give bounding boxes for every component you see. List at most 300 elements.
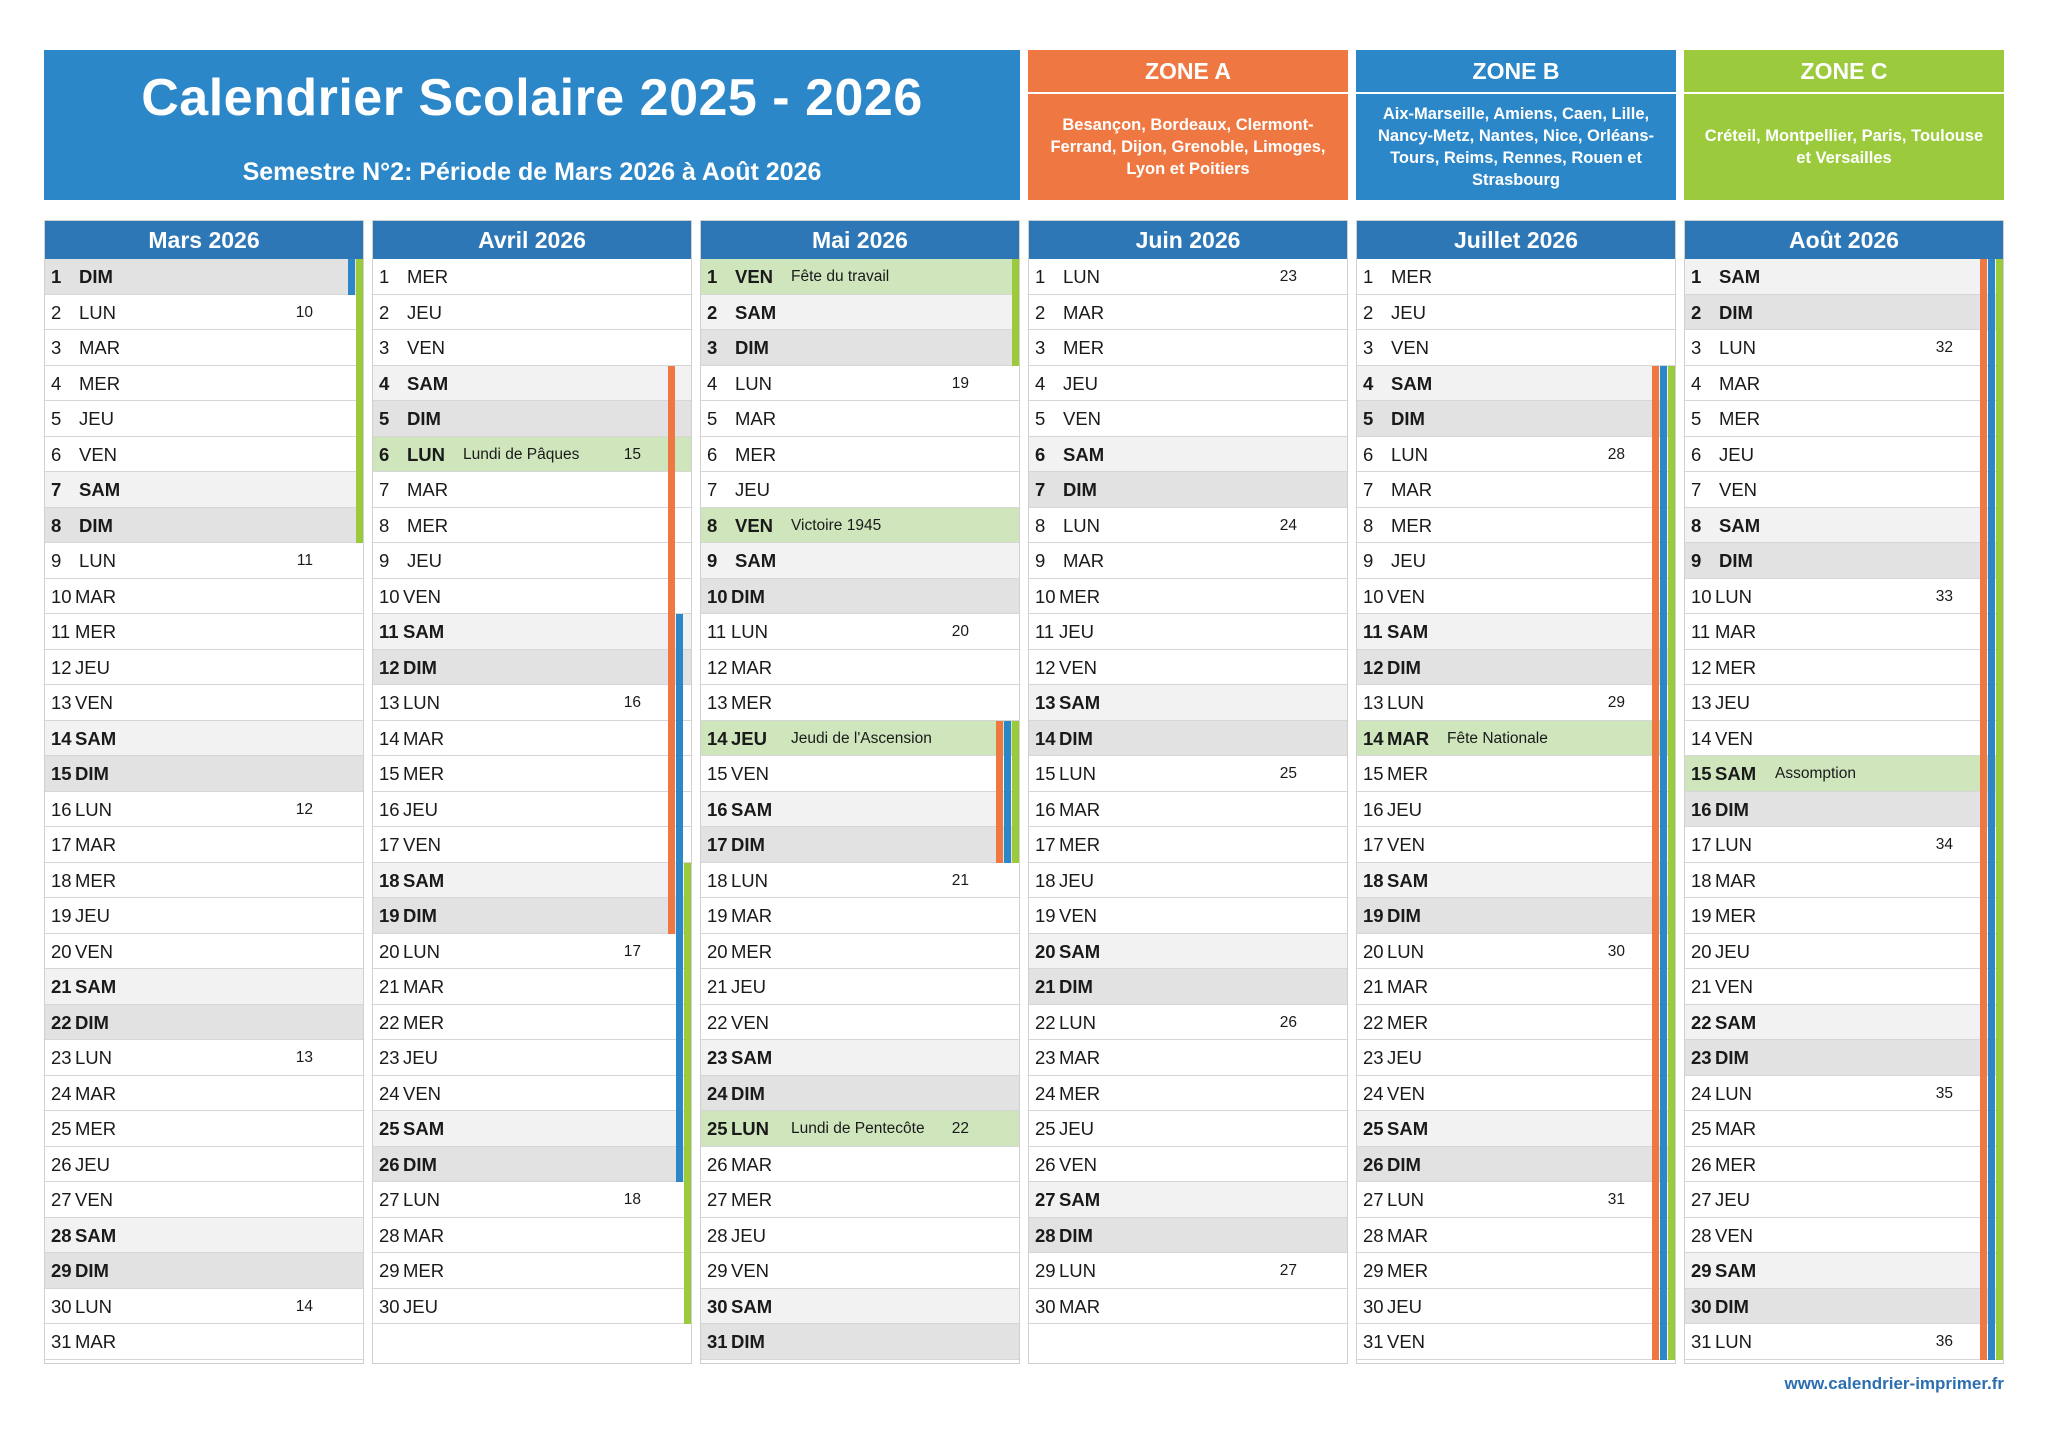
- vacation-zone-a-bar: [1980, 1147, 1987, 1183]
- day-number: 26: [707, 1153, 728, 1175]
- day-weekday: DIM: [407, 408, 441, 429]
- day-row: [701, 1076, 1019, 1112]
- day-row: [1685, 1076, 2003, 1112]
- day-number: 8: [1035, 514, 1046, 536]
- day-number: 5: [1691, 408, 1702, 429]
- day-weekday: MER: [1059, 585, 1101, 607]
- vacation-zone-b-bar: [1988, 827, 1995, 863]
- vacation-zone-b-bar: [1660, 969, 1667, 1005]
- day-number: 10: [51, 585, 72, 607]
- day-row: [701, 295, 1019, 331]
- day-row: [701, 1040, 1019, 1076]
- vacation-zone-b-bar: [1988, 1289, 1995, 1325]
- vacation-zone-c-bar: [1668, 614, 1675, 650]
- day-row: [373, 330, 691, 366]
- vacation-zone-a-bar: [1980, 401, 1987, 437]
- vacation-zone-c-bar: [684, 1076, 691, 1112]
- day-row: [373, 543, 691, 579]
- day-number: 28: [1363, 1224, 1384, 1246]
- day-weekday: MAR: [407, 479, 449, 500]
- vacation-zone-a-bar: [1652, 1005, 1659, 1041]
- day-number: 18: [379, 869, 400, 891]
- vacation-zone-c-bar: [1668, 685, 1675, 721]
- vacation-zone-b-bar: [1660, 1076, 1667, 1112]
- day-number: 26: [1691, 1153, 1712, 1175]
- day-weekday: JEU: [75, 1153, 110, 1175]
- vacation-zone-b-bar: [1660, 366, 1667, 402]
- vacation-zone-a-bar: [1652, 1324, 1659, 1360]
- day-weekday: SAM: [403, 621, 445, 642]
- day-row: [1357, 1218, 1675, 1254]
- day-number: 31: [1363, 1331, 1384, 1352]
- vacation-zone-a-bar: [1652, 969, 1659, 1005]
- day-weekday: JEU: [1387, 798, 1422, 820]
- day-number: 19: [1691, 905, 1712, 926]
- vacation-zone-c-bar: [356, 472, 363, 508]
- vacation-zone-c-bar: [1668, 863, 1675, 899]
- day-row: [1029, 437, 1347, 473]
- day-number: 14: [1035, 727, 1056, 749]
- day-number: 22: [51, 1011, 72, 1033]
- month-title: Août 2026: [1685, 221, 2003, 259]
- day-weekday: MAR: [1715, 869, 1757, 891]
- day-number: 9: [1035, 550, 1046, 571]
- day-weekday: DIM: [75, 1260, 109, 1281]
- vacation-zone-c-bar: [1996, 934, 2003, 970]
- vacation-zone-c-bar: [1996, 863, 2003, 899]
- day-number: 30: [1363, 1295, 1384, 1317]
- vacation-zone-b-bar: [1660, 1289, 1667, 1325]
- day-number: 17: [1035, 834, 1056, 855]
- vacation-zone-a-bar: [668, 756, 675, 792]
- day-number: 13: [707, 692, 728, 713]
- vacation-zone-b-bar: [1988, 898, 1995, 934]
- month-column: [1028, 220, 1348, 1364]
- day-weekday: LUN: [731, 621, 769, 642]
- vacation-zone-c-bar: [1996, 472, 2003, 508]
- vacation-zone-c-bar: [1012, 721, 1019, 757]
- day-row: [373, 366, 691, 402]
- day-number: 25: [51, 1118, 72, 1139]
- vacation-zone-a-bar: [1980, 827, 1987, 863]
- vacation-zone-c-bar: [1668, 898, 1675, 934]
- vacation-zone-b-bar: [1988, 437, 1995, 473]
- day-weekday: MER: [731, 692, 773, 713]
- day-weekday: SAM: [75, 976, 117, 997]
- day-row: [45, 934, 363, 970]
- day-row: [45, 1182, 363, 1218]
- day-weekday: SAM: [75, 727, 117, 749]
- vacation-zone-c-bar: [1668, 1076, 1675, 1112]
- week-number: 34: [1935, 836, 1953, 853]
- day-weekday: DIM: [1059, 976, 1093, 997]
- day-row: [1685, 827, 2003, 863]
- vacation-zone-a-bar: [1652, 756, 1659, 792]
- footer-url[interactable]: www.calendrier-imprimer.fr: [1784, 1374, 2004, 1393]
- day-weekday: LUN: [79, 550, 117, 571]
- vacation-zone-b-bar: [1988, 579, 1995, 615]
- vacation-zone-c-bar: [1012, 259, 1019, 295]
- day-number: 5: [1363, 408, 1374, 429]
- day-weekday: SAM: [731, 1047, 773, 1068]
- vacation-zone-b-bar: [676, 1005, 683, 1041]
- day-weekday: MAR: [1387, 1224, 1429, 1246]
- day-weekday: SAM: [1063, 443, 1105, 465]
- vacation-zone-c-bar: [684, 1218, 691, 1254]
- day-weekday: DIM: [1719, 301, 1753, 323]
- vacation-zone-b-bar: [1988, 401, 1995, 437]
- vacation-zone-b-bar: [1988, 508, 1995, 544]
- day-row: [1685, 1218, 2003, 1254]
- day-number: 29: [1691, 1260, 1712, 1281]
- day-weekday: MAR: [75, 1331, 117, 1352]
- day-number: 19: [1035, 905, 1056, 926]
- holiday-label: Lundi de Pâques: [463, 445, 580, 463]
- vacation-zone-a-bar: [996, 827, 1003, 863]
- vacation-zone-b-bar: [1660, 508, 1667, 544]
- day-weekday: MER: [731, 1189, 773, 1210]
- day-number: 24: [1691, 1082, 1712, 1104]
- day-number: 18: [51, 869, 72, 891]
- day-row: [373, 614, 691, 650]
- vacation-zone-b-bar: [1988, 1324, 1995, 1360]
- day-number: 17: [379, 834, 400, 855]
- vacation-zone-c-bar: [1668, 650, 1675, 686]
- vacation-zone-a-bar: [1652, 1253, 1659, 1289]
- day-row: [1029, 579, 1347, 615]
- day-row: [373, 1289, 691, 1325]
- day-number: 6: [379, 443, 390, 465]
- vacation-zone-c-bar: [1668, 1040, 1675, 1076]
- day-row: [45, 1289, 363, 1325]
- day-weekday: MER: [407, 514, 449, 536]
- day-weekday: LUN: [1715, 585, 1753, 607]
- day-weekday: LUN: [1715, 1082, 1753, 1104]
- vacation-zone-b-bar: [1988, 1253, 1995, 1289]
- vacation-zone-c-bar: [1996, 508, 2003, 544]
- day-number: 27: [51, 1189, 72, 1210]
- day-number: 19: [707, 905, 728, 926]
- holiday-label: Fête du travail: [791, 268, 890, 285]
- day-weekday: SAM: [75, 1224, 117, 1246]
- vacation-zone-b-bar: [676, 969, 683, 1005]
- day-row: [45, 898, 363, 934]
- day-row: [1357, 508, 1675, 544]
- day-number: 21: [1691, 976, 1712, 997]
- vacation-zone-c-bar: [684, 1182, 691, 1218]
- day-weekday: DIM: [1063, 479, 1097, 500]
- vacation-zone-b-bar: [1004, 792, 1011, 828]
- day-number: 23: [51, 1047, 72, 1068]
- day-number: 3: [1363, 337, 1374, 358]
- day-number: 6: [1035, 443, 1046, 465]
- day-weekday: MAR: [75, 834, 117, 855]
- day-number: 22: [1363, 1011, 1384, 1033]
- day-weekday: MER: [75, 621, 117, 642]
- day-number: 23: [1691, 1047, 1712, 1068]
- day-row: [45, 401, 363, 437]
- vacation-zone-c-bar: [1996, 1324, 2003, 1360]
- vacation-zone-b-bar: [1988, 685, 1995, 721]
- month-title: Mars 2026: [45, 221, 363, 259]
- day-row: [701, 863, 1019, 899]
- vacation-zone-b-bar: [1988, 330, 1995, 366]
- vacation-zone-b-bar: [1660, 934, 1667, 970]
- vacation-zone-b-bar: [676, 614, 683, 650]
- vacation-zone-b-bar: [1988, 614, 1995, 650]
- day-weekday: SAM: [1387, 1118, 1429, 1139]
- day-number: 24: [1363, 1082, 1384, 1104]
- day-row: [373, 401, 691, 437]
- day-number: 4: [707, 372, 718, 394]
- day-row: [1029, 1147, 1347, 1183]
- day-weekday: VEN: [1059, 656, 1098, 678]
- day-weekday: DIM: [1715, 1047, 1749, 1068]
- zone-a-cities: Besançon, Bordeaux, Clermont-Ferrand, Dijon, Grenoble, Limoges, Lyon et Poitiers: [1050, 116, 1326, 178]
- day-row: [1357, 756, 1675, 792]
- day-number: 11: [1363, 621, 1383, 642]
- day-weekday: MAR: [1719, 372, 1761, 394]
- vacation-zone-a-bar: [668, 614, 675, 650]
- month-title: Mai 2026: [701, 221, 1019, 259]
- vacation-zone-a-bar: [1980, 366, 1987, 402]
- day-number: 9: [1691, 550, 1702, 571]
- day-weekday: LUN: [1715, 834, 1753, 855]
- day-row: [1357, 827, 1675, 863]
- day-row: [701, 1218, 1019, 1254]
- day-number: 2: [1363, 301, 1374, 323]
- day-number: 30: [1691, 1295, 1712, 1317]
- day-row: [373, 721, 691, 757]
- day-row: [701, 1005, 1019, 1041]
- day-weekday: VEN: [1387, 585, 1426, 607]
- day-weekday: SAM: [1719, 266, 1761, 287]
- day-number: 4: [1691, 372, 1702, 394]
- day-number: 13: [51, 692, 72, 713]
- day-weekday: JEU: [1715, 1189, 1750, 1210]
- vacation-zone-c-bar: [1996, 259, 2003, 295]
- day-weekday: DIM: [1059, 727, 1093, 749]
- day-weekday: JEU: [1391, 301, 1426, 323]
- day-row: [1357, 1040, 1675, 1076]
- day-row: [1029, 472, 1347, 508]
- vacation-zone-a-bar: [668, 437, 675, 473]
- day-number: 11: [379, 621, 399, 642]
- vacation-zone-b-bar: [1660, 863, 1667, 899]
- day-row: [373, 259, 691, 295]
- day-number: 24: [707, 1082, 728, 1104]
- day-row: [701, 1324, 1019, 1360]
- week-number: 21: [951, 871, 969, 889]
- day-number: 9: [1363, 550, 1374, 571]
- day-weekday: DIM: [1719, 550, 1753, 571]
- vacation-zone-a-bar: [1980, 472, 1987, 508]
- week-number: 27: [1279, 1262, 1297, 1279]
- day-weekday: LUN: [1059, 763, 1097, 784]
- vacation-zone-b-bar: [1988, 1147, 1995, 1183]
- day-weekday: LUN: [1059, 1260, 1097, 1281]
- vacation-zone-a-bar: [1980, 685, 1987, 721]
- day-weekday: MER: [403, 763, 445, 784]
- day-weekday: JEU: [735, 479, 770, 500]
- vacation-zone-a-bar: [1652, 401, 1659, 437]
- day-row: [701, 330, 1019, 366]
- vacation-zone-b-bar: [1660, 827, 1667, 863]
- vacation-zone-c-bar: [1668, 508, 1675, 544]
- day-weekday: DIM: [731, 585, 765, 607]
- month-title: Juin 2026: [1029, 221, 1347, 259]
- day-row: [373, 437, 691, 473]
- day-number: 22: [1035, 1011, 1056, 1033]
- day-row: [45, 792, 363, 828]
- vacation-zone-c-bar: [356, 401, 363, 437]
- day-weekday: VEN: [731, 1011, 770, 1033]
- day-number: 12: [1363, 656, 1384, 678]
- day-number: 2: [379, 301, 390, 323]
- day-number: 20: [1363, 940, 1384, 962]
- vacation-zone-b-bar: [1988, 1111, 1995, 1147]
- day-row: [373, 1147, 691, 1183]
- vacation-zone-b-bar: [676, 898, 683, 934]
- day-row: [1685, 295, 2003, 331]
- week-number: 25: [1279, 765, 1297, 782]
- vacation-zone-a-bar: [668, 792, 675, 828]
- day-weekday: DIM: [1391, 408, 1425, 429]
- day-row: [1357, 650, 1675, 686]
- day-row: [1357, 969, 1675, 1005]
- day-row: [1685, 969, 2003, 1005]
- month-column: [1356, 220, 1676, 1364]
- day-row: [373, 1076, 691, 1112]
- vacation-zone-c-bar: [1668, 969, 1675, 1005]
- vacation-zone-b-bar: [1660, 1253, 1667, 1289]
- vacation-zone-c-bar: [1996, 1147, 2003, 1183]
- day-weekday: LUN: [407, 443, 446, 465]
- day-weekday: MER: [735, 443, 777, 465]
- week-number: 32: [1935, 339, 1953, 356]
- vacation-zone-c-bar: [1996, 756, 2003, 792]
- vacation-zone-b-bar: [676, 650, 683, 686]
- day-weekday: MER: [1715, 656, 1757, 678]
- day-weekday: VEN: [1387, 1331, 1426, 1352]
- day-number: 24: [51, 1082, 72, 1104]
- day-number: 6: [1691, 443, 1702, 465]
- day-weekday: JEU: [403, 798, 438, 820]
- day-row: [45, 827, 363, 863]
- day-row: [45, 1040, 363, 1076]
- day-weekday: JEU: [1387, 1295, 1422, 1317]
- day-row: [1029, 1005, 1347, 1041]
- day-number: 5: [51, 408, 62, 429]
- vacation-zone-c-bar: [1996, 1111, 2003, 1147]
- vacation-zone-a-bar: [1980, 1111, 1987, 1147]
- day-row: [45, 650, 363, 686]
- day-number: 10: [707, 585, 728, 607]
- day-number: 3: [707, 337, 718, 358]
- day-row: [45, 295, 363, 331]
- day-row: [1685, 437, 2003, 473]
- day-weekday: LUN: [1391, 443, 1429, 465]
- day-number: 15: [1035, 763, 1056, 784]
- vacation-zone-a-bar: [1652, 1076, 1659, 1112]
- day-row: [1029, 1040, 1347, 1076]
- day-weekday: DIM: [731, 834, 765, 855]
- day-number: 12: [707, 656, 728, 678]
- day-weekday: JEU: [1387, 1047, 1422, 1068]
- day-weekday: VEN: [1391, 337, 1430, 358]
- day-row: [701, 259, 1019, 295]
- vacation-zone-b-bar: [1660, 685, 1667, 721]
- day-number: 24: [1035, 1082, 1056, 1104]
- vacation-zone-c-bar: [1668, 1147, 1675, 1183]
- day-row: [701, 1253, 1019, 1289]
- day-number: 6: [707, 443, 718, 465]
- day-row: [1029, 969, 1347, 1005]
- day-number: 23: [707, 1047, 728, 1068]
- day-row: [1357, 1289, 1675, 1325]
- day-row: [45, 685, 363, 721]
- vacation-zone-c-bar: [1996, 1253, 2003, 1289]
- vacation-zone-a-bar: [1652, 508, 1659, 544]
- day-row: [701, 1289, 1019, 1325]
- day-number: 9: [379, 550, 390, 571]
- week-number: 30: [1607, 942, 1625, 960]
- day-weekday: MER: [1391, 266, 1433, 287]
- day-weekday: JEU: [407, 550, 442, 571]
- day-number: 4: [1035, 372, 1046, 394]
- day-row: [1685, 934, 2003, 970]
- day-row: [45, 614, 363, 650]
- day-row: [373, 1111, 691, 1147]
- vacation-zone-b-bar: [1988, 1218, 1995, 1254]
- day-row: [373, 934, 691, 970]
- day-weekday: DIM: [1715, 1295, 1749, 1317]
- day-row: [701, 1182, 1019, 1218]
- day-weekday: SAM: [1387, 869, 1429, 891]
- vacation-zone-a-bar: [1980, 721, 1987, 757]
- vacation-zone-a-bar: [668, 898, 675, 934]
- vacation-zone-b-bar: [1660, 792, 1667, 828]
- day-number: 13: [379, 692, 400, 713]
- day-number: 18: [1691, 869, 1712, 891]
- vacation-zone-b-bar: [1660, 1324, 1667, 1360]
- day-number: 12: [51, 656, 72, 678]
- day-weekday: DIM: [75, 1011, 109, 1033]
- day-row: [1685, 543, 2003, 579]
- day-number: 15: [379, 763, 400, 784]
- day-number: 30: [1035, 1295, 1056, 1317]
- day-number: 26: [1363, 1153, 1384, 1175]
- day-number: 11: [51, 621, 71, 642]
- day-row: [1357, 330, 1675, 366]
- day-row: [45, 472, 363, 508]
- vacation-zone-a-bar: [1652, 1289, 1659, 1325]
- day-row: [701, 614, 1019, 650]
- day-weekday: MER: [731, 940, 773, 962]
- day-row: [45, 1253, 363, 1289]
- vacation-zone-b-bar: [1988, 259, 1995, 295]
- day-number: 7: [707, 479, 718, 500]
- vacation-zone-a-bar: [1652, 1111, 1659, 1147]
- page-title: Calendrier Scolaire 2025 - 2026: [141, 69, 923, 127]
- day-number: 20: [1035, 940, 1056, 962]
- day-number: 10: [1691, 585, 1712, 607]
- day-number: 26: [1035, 1153, 1056, 1175]
- vacation-zone-c-bar: [1996, 685, 2003, 721]
- vacation-zone-b-bar: [1660, 401, 1667, 437]
- week-number: 29: [1607, 694, 1625, 711]
- day-number: 19: [1363, 905, 1384, 926]
